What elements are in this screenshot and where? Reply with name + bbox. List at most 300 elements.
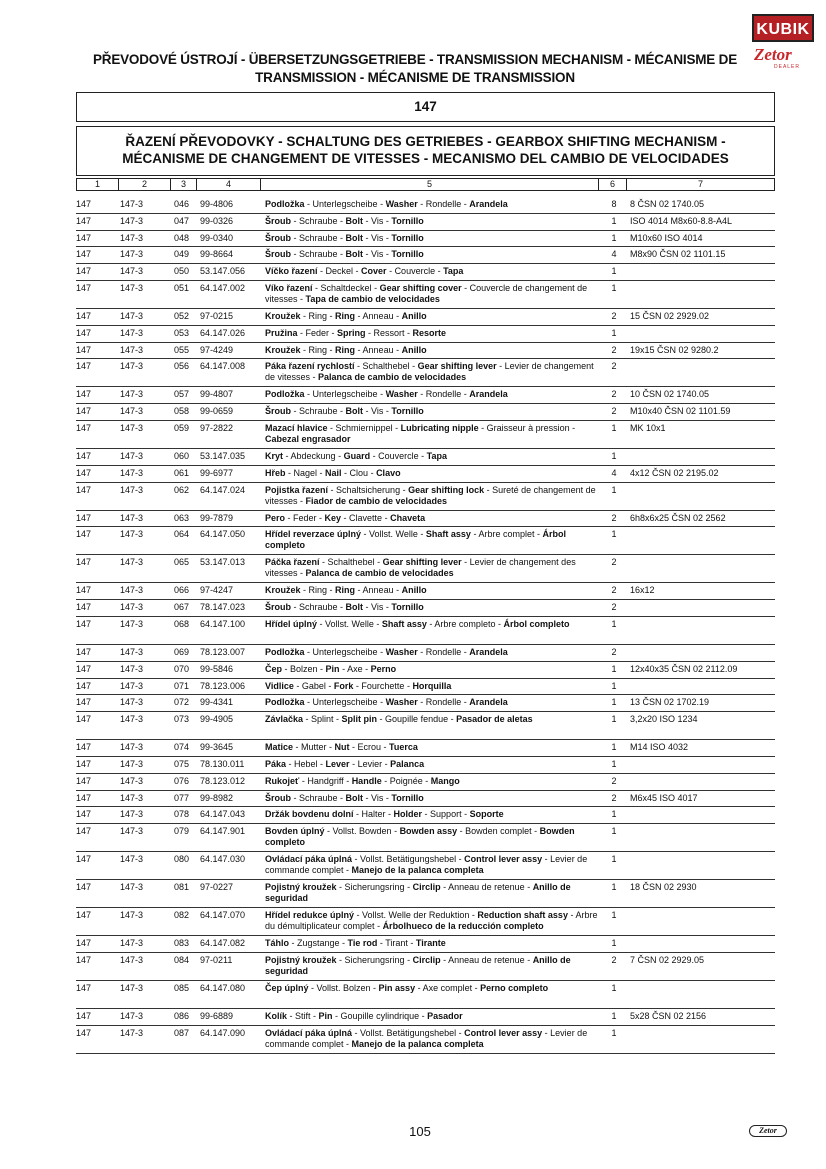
description-cz: Kroužek <box>265 585 301 596</box>
description-en: Ring <box>335 344 356 355</box>
cell-part-number: 99-5846 <box>200 663 234 674</box>
description-fr: Tirant <box>385 938 408 949</box>
table-row <box>76 1009 775 1026</box>
cell-quantity: 1 <box>611 1027 617 1038</box>
description-en: Bowden assy <box>399 826 458 837</box>
description-en: Handle <box>351 775 382 786</box>
cell-part-number: 53.147.035 <box>200 451 246 461</box>
cell-quantity: 4 <box>611 467 617 478</box>
col-header-6: 6 <box>599 179 627 190</box>
cell-figure: 147-3 <box>120 602 144 613</box>
description-es: Perno completo <box>480 983 549 993</box>
cell-position: 086 <box>174 1011 190 1021</box>
cell-figure: 147-3 <box>120 759 144 769</box>
cell-description: Kroužek - Ring - Ring - Anneau - Anillo <box>265 344 427 355</box>
cell-position: 083 <box>174 938 190 949</box>
cell-part-number: 99-0326 <box>200 215 234 226</box>
cell-description: Víko řazení - Schaltdeckel - Gear shifting cover - Couvercle de changement de vitesses - Tapa de cambio de velocidades <box>265 283 588 304</box>
cell-figure: 147-3 <box>120 854 144 865</box>
cell-group: 147 <box>76 344 92 355</box>
cell-quantity: 2 <box>611 647 617 657</box>
description-es: Horquilla <box>412 680 452 691</box>
description-de: Abdeckung <box>290 451 336 461</box>
cell-quantity: 1 <box>611 759 617 769</box>
description-de: Zugstange <box>297 938 340 949</box>
cell-group: 147 <box>76 585 92 596</box>
description-fr: Couvercle de changement de vitesses <box>265 283 588 304</box>
description-en: Shaft assy <box>381 619 427 629</box>
description-es: Arandela <box>469 647 508 657</box>
cell-figure: 147-3 <box>120 361 144 372</box>
cell-figure: 147-3 <box>120 529 144 540</box>
description-en: Nail <box>325 467 342 478</box>
description-de: Sicherungsring <box>344 955 405 965</box>
cell-group: 147 <box>76 266 92 277</box>
description-en: Split pin <box>341 714 378 725</box>
description-es: Cabezal engrasador <box>265 434 351 444</box>
description-en: Holder <box>393 809 423 820</box>
description-cz: Podložka <box>265 647 305 657</box>
cell-description: Podložka - Unterlegscheibe - Washer - Rondelle - Arandela <box>265 199 508 209</box>
table-row <box>76 791 775 808</box>
description-es: Árbol completo <box>265 529 566 551</box>
cell-group: 147 <box>76 680 92 691</box>
cell-quantity: 1 <box>611 1011 617 1021</box>
column-header-row <box>76 178 775 191</box>
description-fr: Poignée <box>389 775 423 786</box>
cell-part-number: 99-7879 <box>200 512 234 523</box>
cell-description: Podložka - Unterlegscheibe - Washer - Rondelle - Arandela <box>265 389 508 400</box>
cell-description: Čep úplný - Vollst. Bolzen - Pin assy - Axe complet - Perno completo <box>265 983 549 993</box>
description-es: Tornillo <box>391 215 424 226</box>
cell-description: Páka řazení rychlostí - Schalthebel - Gear shifting lever - Levier de changement de vitesses - Palanca de cambio de velocidades <box>265 361 594 383</box>
description-es: Tirante <box>415 938 446 949</box>
cell-quantity: 1 <box>611 742 617 753</box>
description-de: Ring <box>308 311 328 321</box>
cell-group: 147 <box>76 389 92 400</box>
description-de: Unterlegscheibe <box>312 199 378 209</box>
cell-note: 5x28 ČSN 02 2156 <box>630 1011 707 1021</box>
cell-part-number: 64.147.090 <box>200 1027 246 1038</box>
description-fr: Vis <box>371 406 384 417</box>
description-es: Palanca de cambio de velocidades <box>318 372 467 383</box>
description-cz: Držák bovdenu dolní <box>265 809 354 820</box>
group-number: 147 <box>76 92 775 122</box>
cell-description: Bovden úplný - Vollst. Bowden - Bowden assy - Bowden complet - Bowden completo <box>265 826 575 848</box>
description-en: Pin <box>325 663 340 674</box>
cell-part-number: 97-4249 <box>200 344 234 355</box>
description-de: Unterlegscheibe <box>312 389 378 400</box>
cell-figure: 147-3 <box>120 955 144 965</box>
zetor-footer-logo: Zetor <box>749 1125 787 1137</box>
cell-figure: 147-3 <box>120 327 144 338</box>
cell-group: 147 <box>76 792 92 803</box>
cell-note: 15 ČSN 02 2929.02 <box>630 311 710 321</box>
cell-group: 147 <box>76 451 92 461</box>
cell-position: 087 <box>174 1027 190 1038</box>
description-es: Arandela <box>469 389 508 400</box>
description-fr: Levier de commande complet <box>265 1027 588 1049</box>
cell-position: 050 <box>174 266 190 277</box>
description-es: Tornillo <box>391 406 424 417</box>
cell-group: 147 <box>76 882 92 893</box>
cell-note: 10 ČSN 02 1740.05 <box>630 389 710 400</box>
description-cz: Páka <box>265 759 287 769</box>
table-row <box>76 880 775 908</box>
description-en: Control lever assy <box>464 854 543 865</box>
description-fr: Anneau <box>362 585 394 596</box>
cell-figure: 147-3 <box>120 557 144 568</box>
dealer-tagline: DEALER <box>774 64 801 70</box>
description-cz: Pojistný kroužek <box>265 882 337 893</box>
description-fr: Ecrou <box>357 742 382 753</box>
cell-quantity: 1 <box>611 938 617 949</box>
cell-figure: 147-3 <box>120 742 144 753</box>
description-fr: Vis <box>371 232 384 243</box>
description-en: Ring <box>335 585 356 596</box>
description-es: Arandela <box>469 199 508 209</box>
cell-description: Vidlice - Gabel - Fork - Fourchette - Horquilla <box>265 680 452 691</box>
cell-position: 074 <box>174 742 190 753</box>
cell-figure: 147-3 <box>120 1027 144 1038</box>
cell-part-number: 64.147.080 <box>200 983 246 993</box>
description-fr: Anneau de retenue <box>448 955 525 965</box>
cell-description: Táhlo - Zugstange - Tie rod - Tirant - Tirante <box>265 938 446 949</box>
cell-quantity: 2 <box>611 512 617 523</box>
cell-group: 147 <box>76 1011 92 1021</box>
cell-description: Pojistný kroužek - Sicherungsring - Circlip - Anneau de retenue - Anillo de seguridad <box>265 882 571 904</box>
description-cz: Hřeb <box>265 467 286 478</box>
cell-group: 147 <box>76 215 92 226</box>
table-row <box>76 359 775 387</box>
cell-part-number: 64.147.026 <box>200 327 246 338</box>
cell-note: 18 ČSN 02 2930 <box>630 882 697 893</box>
cell-description: Pružina - Feder - Spring - Ressort - Resorte <box>265 327 447 338</box>
description-cz: Čep úplný <box>265 983 309 993</box>
cell-note: 13 ČSN 02 1702.19 <box>630 697 710 708</box>
cell-note: 3,2x20 ISO 1234 <box>630 714 698 725</box>
cell-quantity: 2 <box>611 585 617 596</box>
description-en: Gear shifting lever <box>382 557 462 568</box>
cell-part-number: 99-6977 <box>200 467 234 478</box>
cell-position: 062 <box>174 484 190 495</box>
cell-group: 147 <box>76 602 92 613</box>
cell-quantity: 1 <box>611 327 617 338</box>
cell-position: 066 <box>174 585 190 596</box>
cell-position: 073 <box>174 714 190 725</box>
description-en: Lever <box>325 759 350 769</box>
description-fr: Sureté de changement de vitesses <box>265 484 596 506</box>
cell-position: 047 <box>174 215 190 226</box>
cell-figure: 147-3 <box>120 792 144 803</box>
description-es: Perno <box>370 663 397 674</box>
description-es: Mango <box>430 775 460 786</box>
cell-part-number: 99-6889 <box>200 1011 234 1021</box>
cell-group: 147 <box>76 697 92 708</box>
cell-group: 147 <box>76 1027 92 1038</box>
cell-figure: 147-3 <box>120 389 144 400</box>
cell-part-number: 99-0340 <box>200 232 234 243</box>
cell-quantity: 2 <box>611 361 617 372</box>
description-es: Tapa <box>426 451 447 461</box>
cell-note: M10x60 ISO 4014 <box>630 232 703 243</box>
description-en: Washer <box>385 389 418 400</box>
description-es: Tornillo <box>391 602 424 613</box>
col-header-3: 3 <box>171 179 197 190</box>
cell-position: 061 <box>174 467 190 478</box>
description-fr: Rondelle <box>425 697 462 708</box>
col-header-5: 5 <box>261 179 599 190</box>
cell-group: 147 <box>76 199 92 209</box>
cell-description: Šroub - Schraube - Bolt - Vis - Tornillo <box>265 406 424 417</box>
cell-part-number: 78.123.006 <box>200 680 246 691</box>
cell-figure: 147-3 <box>120 484 144 495</box>
table-row <box>76 343 775 360</box>
cell-group: 147 <box>76 983 92 993</box>
description-cz: Ovládací páka úplná <box>265 1027 353 1038</box>
cell-quantity: 2 <box>611 557 617 568</box>
description-fr: Arbre du démultiplicateur complet <box>265 910 598 932</box>
cell-quantity: 1 <box>611 983 617 993</box>
cell-note: 19x15 ČSN 02 9280.2 <box>630 344 719 355</box>
cell-part-number: 99-8982 <box>200 792 234 803</box>
description-cz: Víko řazení <box>265 283 313 293</box>
cell-note: 12x40x35 ČSN 02 2112.09 <box>630 663 738 674</box>
cell-description: Kolík - Stift - Pin - Goupille cylindrique - Pasador <box>265 1011 463 1021</box>
description-en: Gear shifting lever <box>417 361 497 372</box>
cell-group: 147 <box>76 938 92 949</box>
description-de: Schalthebel <box>362 361 410 372</box>
description-es: Tuerca <box>389 742 418 753</box>
description-de: Schraube <box>299 232 338 243</box>
cell-group: 147 <box>76 742 92 753</box>
description-de: Vollst. Welle der Reduktion <box>362 910 470 921</box>
description-en: Washer <box>385 697 418 708</box>
cell-note: MK 10x1 <box>630 423 666 433</box>
cell-position: 060 <box>174 451 190 461</box>
cell-part-number: 64.147.070 <box>200 910 246 921</box>
table-row <box>76 527 775 555</box>
description-es: Anillo <box>401 585 427 596</box>
description-es: Tornillo <box>391 232 424 243</box>
cell-part-number: 53.147.013 <box>200 557 246 568</box>
description-de: Nagel <box>293 467 318 478</box>
description-fr: Couvercle <box>378 451 419 461</box>
description-es: Anillo <box>401 311 427 321</box>
description-cz: Podložka <box>265 199 305 209</box>
cell-part-number: 53.147.056 <box>200 266 246 277</box>
description-es: Árbol completo <box>503 619 570 629</box>
description-fr: Levier de changement de vitesses <box>265 361 594 383</box>
cell-position: 053 <box>174 327 190 338</box>
cell-description: Rukojeť - Handgriff - Handle - Poignée - Mango <box>265 775 460 786</box>
cell-description: Páka - Hebel - Lever - Levier - Palanca <box>265 759 425 769</box>
cell-group: 147 <box>76 557 92 568</box>
description-cz: Čep <box>265 663 283 674</box>
description-en: Control lever assy <box>464 1027 543 1038</box>
description-cz: Matice <box>265 742 294 753</box>
cell-part-number: 64.147.043 <box>200 809 246 820</box>
cell-note: 6h8x6x25 ČSN 02 2562 <box>630 512 726 523</box>
table-row <box>76 1026 775 1054</box>
cell-figure: 147-3 <box>120 663 144 674</box>
description-en: Pin assy <box>378 983 416 993</box>
cell-quantity: 1 <box>611 215 617 226</box>
table-row <box>76 679 775 696</box>
description-cz: Šroub <box>265 249 291 260</box>
description-en: Reduction shaft assy <box>477 910 568 921</box>
cell-position: 049 <box>174 249 190 260</box>
kubik-brand: KUBIK <box>752 14 814 42</box>
cell-figure: 147-3 <box>120 680 144 691</box>
description-cz: Táhlo <box>265 938 289 949</box>
description-fr: Levier de commande complet <box>265 854 588 876</box>
cell-position: 068 <box>174 619 190 629</box>
description-cz: Víčko řazení <box>265 266 318 277</box>
cell-description: Šroub - Schraube - Bolt - Vis - Tornillo <box>265 215 424 226</box>
cell-description: Kroužek - Ring - Ring - Anneau - Anillo <box>265 585 427 596</box>
cell-quantity: 1 <box>611 826 617 837</box>
cell-group: 147 <box>76 854 92 865</box>
description-cz: Vidlice <box>265 680 294 691</box>
description-es: Resorte <box>412 327 447 338</box>
description-cz: Páčka řazení <box>265 557 320 568</box>
cell-figure: 147-3 <box>120 467 144 478</box>
cell-position: 051 <box>174 283 190 293</box>
description-cz: Hřídel redukce úplný <box>265 910 355 921</box>
table-row <box>76 483 775 511</box>
description-de: Stift <box>295 1011 311 1021</box>
description-es: Anillo de seguridad <box>265 955 571 976</box>
cell-position: 064 <box>174 529 190 540</box>
table-row <box>76 511 775 528</box>
cell-group: 147 <box>76 406 92 417</box>
cell-description: Pojistka řazení - Schaltsicherung - Gear shifting lock - Sureté de changement de vitesses - Fiador de cambio de velocidades <box>265 484 596 506</box>
page-number: 105 <box>409 1124 431 1139</box>
description-fr: Anneau <box>362 311 394 321</box>
cell-figure: 147-3 <box>120 910 144 921</box>
cell-description: Páčka řazení - Schalthebel - Gear shifting lever - Levier de changement des vitesses - Palanca de cambio de velocidades <box>265 557 576 579</box>
description-cz: Pojistka řazení <box>265 484 329 495</box>
table-row <box>76 231 775 248</box>
description-cz: Šroub <box>265 406 291 417</box>
description-de: Feder <box>293 512 317 523</box>
cell-group: 147 <box>76 361 92 372</box>
description-en: Circlip <box>412 882 441 893</box>
cell-position: 055 <box>174 344 190 355</box>
cell-figure: 147-3 <box>120 344 144 355</box>
cell-position: 084 <box>174 955 190 965</box>
cell-quantity: 8 <box>611 199 617 209</box>
cell-group: 147 <box>76 484 92 495</box>
table-row <box>76 583 775 600</box>
cell-position: 076 <box>174 775 190 786</box>
table-row <box>76 281 775 309</box>
description-cz: Šroub <box>265 792 291 803</box>
cell-position: 067 <box>174 602 190 613</box>
table-row <box>76 387 775 404</box>
description-fr: Vis <box>371 215 384 226</box>
description-de: Unterlegscheibe <box>312 647 378 657</box>
description-de: Unterlegscheibe <box>312 697 378 708</box>
description-de: Vollst. Welle <box>369 529 418 540</box>
table-row <box>76 466 775 483</box>
cell-description: Pero - Feder - Key - Clavette - Chaveta <box>265 512 426 523</box>
description-cz: Podložka <box>265 389 305 400</box>
description-fr: Clavette <box>349 512 383 523</box>
description-cz: Ovládací páka úplná <box>265 854 353 865</box>
description-fr: Goupille cylindrique <box>340 1011 420 1021</box>
cell-group: 147 <box>76 232 92 243</box>
description-es: Chaveta <box>390 512 426 523</box>
cell-figure: 147-3 <box>120 882 144 893</box>
col-header-4: 4 <box>197 179 261 190</box>
cell-description: Hřídel úplný - Vollst. Welle - Shaft assy - Arbre completo - Árbol completo <box>265 619 570 629</box>
cell-figure: 147-3 <box>120 283 144 293</box>
table-row <box>76 662 775 679</box>
description-de: Hebel <box>294 759 318 769</box>
description-en: Lubricating nipple <box>400 423 479 433</box>
table-row <box>76 757 775 774</box>
cell-figure: 147-3 <box>120 1011 144 1021</box>
cell-group: 147 <box>76 423 92 433</box>
cell-description: Hřídel redukce úplný - Vollst. Welle der Reduktion - Reduction shaft assy - Arbre du démultiplicateur complet - Árbolhueco de la reducción completo <box>265 910 598 932</box>
table-row <box>76 197 775 214</box>
cell-note: 7 ČSN 02 2929.05 <box>630 955 705 965</box>
cell-position: 085 <box>174 983 190 993</box>
description-de: Schraube <box>299 406 338 417</box>
cell-description: Šroub - Schraube - Bolt - Vis - Tornillo <box>265 232 424 243</box>
description-es: Clavo <box>376 467 401 478</box>
cell-part-number: 97-2822 <box>200 423 234 433</box>
description-es: Fiador de cambio de velocidades <box>305 495 448 506</box>
cell-part-number: 64.147.030 <box>200 854 246 865</box>
description-de: Vollst. Welle <box>325 619 374 629</box>
cell-quantity: 2 <box>611 344 617 355</box>
cell-position: 052 <box>174 311 190 321</box>
cell-group: 147 <box>76 826 92 837</box>
cell-part-number: 99-3645 <box>200 742 234 753</box>
description-en: Gear shifting lock <box>408 484 485 495</box>
table-row <box>76 824 775 852</box>
cell-note: ISO 4014 M8x60-8.8-A4L <box>630 215 733 226</box>
description-de: Schraube <box>299 215 338 226</box>
description-es: Manejo de la palanca completa <box>351 1038 484 1049</box>
description-fr: Ressort <box>373 327 405 338</box>
description-es: Bowden completo <box>265 826 575 848</box>
table-row <box>76 936 775 953</box>
description-fr: Graisseur à pression <box>486 423 570 433</box>
cell-quantity: 1 <box>611 484 617 495</box>
cell-quantity: 2 <box>611 955 617 965</box>
description-es: Arandela <box>469 697 508 708</box>
description-fr: Clou <box>349 467 369 478</box>
cell-position: 058 <box>174 406 190 417</box>
description-de: Feder <box>305 327 330 338</box>
section-title <box>76 126 775 176</box>
cell-figure: 147-3 <box>120 714 144 725</box>
description-en: Bolt <box>345 602 364 613</box>
table-row <box>76 695 775 712</box>
cell-part-number: 99-4807 <box>200 389 234 400</box>
table-row <box>76 908 775 936</box>
cell-part-number: 64.147.901 <box>200 826 246 837</box>
cell-position: 081 <box>174 882 190 893</box>
cell-part-number: 64.147.024 <box>200 484 246 495</box>
cell-description: Hřídel reverzace úplný - Vollst. Welle - Shaft assy - Arbre complet - Árbol completo <box>265 529 566 551</box>
table-row <box>76 852 775 880</box>
cell-quantity: 1 <box>611 529 617 540</box>
